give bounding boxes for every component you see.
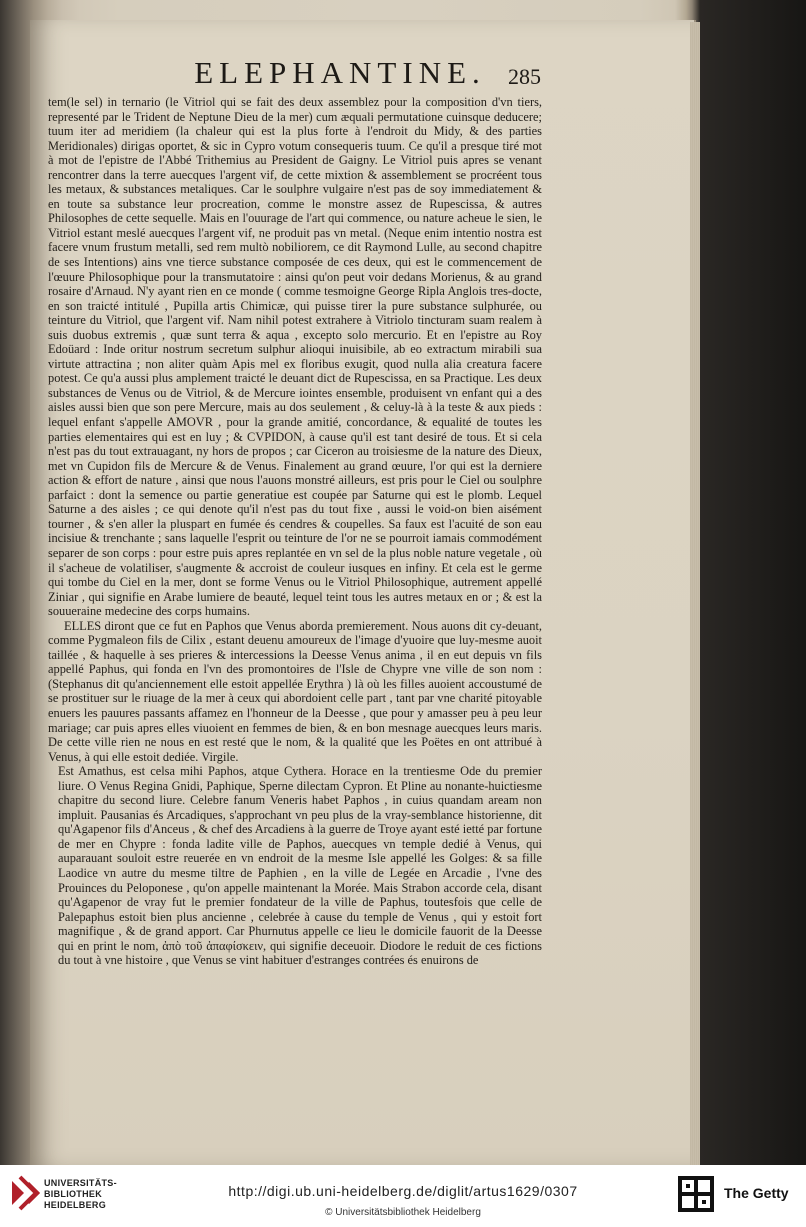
permalink-url[interactable]: http://digi.ub.uni-heidelberg.de/diglit/artus1629/0307 <box>228 1183 578 1199</box>
copyright-notice: © Universitätsbibliothek Heidelberg <box>325 1207 481 1218</box>
page-edge <box>690 22 700 1165</box>
institution-line: HEIDELBERG <box>44 1200 107 1210</box>
page-number: 285 <box>508 64 541 89</box>
paragraph: ELLES diront que ce fut en Paphos que Venus aborda premierement. Nous auons dit cy-deuant, comme Pygmaleon fils de Cilix , estant deuenu amoureux de l'image d'yuoire que luy-mesme auoit taillée , & haquelle à ses prieres & intercessions la Deesse Venus anima , il en eut depuis vn fils appellé Paphus, qui fonda en l'vn des promontoires de l'Isle de Chypre vne ville de son nom : (Stephanus dit qu'anciennement elle estoit appellée Erythra ) là où les filles auoient accoustumé de se prostituer sur le riuage de la mer à ceux qui abordoient celle part , tant par vne charité pitoyable enuers les pauures passants affamez en l'honneur de la Deesse , que pour y amasser peu à peu leur mariage; car puis apres elles viuoient en femmes de bien, & en bon mesnage auecques leurs maris. De cette ville rien ne nous en est resté que le nom, & la qualité que les Poëtes en ont attribué à Venus, à qui elle estoit dediée. Virgile. <box>48 618 542 764</box>
running-head: ELEPHANTINE. <box>194 55 486 90</box>
partner-name: The Getty <box>724 1185 789 1201</box>
getty-logo-icon <box>678 1176 714 1212</box>
institution-line: BIBLIOTHEK <box>44 1189 102 1199</box>
footer-bar <box>0 1165 806 1227</box>
paragraph: tem(le sel) in ternario (le Vitriol qui se fait des deux assemblez pour la composition d'vn tiers, representé par le Trident de Neptune Dieu de la mer) cum æquali permutatione cuinsque deducere; tuum iter ad meridiem (la chaleur qui est la plus forte à l'endroit du Midy, & des parties Meridionales) dirigas oportet, & sic in Cypro votum consequeris tuum. Ce qu'il a presque tiré mot à mot de l'epistre de l'Abbé Trithemius au President de Gaigny. Le Vitriol puis apres se venant rencontrer dans la terre auecques l'argent vif, de cette mixtion & assemblement se procréent tous les metaux, & substances metaliques. Car le soulphre vulgaire n'est pas de soy immediatement & en toute sa substance leur procreation, comme le monstre assez de Rupescissa, & autres Philosophes de cette sequelle. Mais en l'ouurage de l'art qui commence, ou nature acheue le sien, le Vitriol estant meslé auecques l'argent vif, ne produit pas vn metal. (Neque enim intentio nostra est facere vnum frustum metalli, sed rem multò nobiliorem, ce dit Raymond Lulle, au second chapitre de ses Intentions) ains vne tierce substance composée de ces deux, qui est le commencement de l'œuure Philosophique pour la transmutatoire : ainsi qu'on peut voir dedans Morienus, & au grand rosaire d'Arnaud. N'y ayant rien en ce monde ( comme tesmoigne George Ripla Anglois tres-docte, en son traicté intitulé , Pupilla artis Chimicæ, qui puisse tirer la pure substance sulphurée, ou teinture du Vitriol, que l'argent vif. Nam nihil potest extrahere à Vitriolo tincturam suam realem à suis duobus extremis , quæ sunt terra & aqua , excepto solo mercurio. Et en l'epistre au Roy Edoüard : Inde oritur nostrum secretum sulphur alioqui inuisibile, ab eo extractum mirabili sua virtute attractina ; non aliter quàm Apis mel ex floribus exugit, quod nulla alia creatura facere potest. Ce qu'a aussi plus amplement traicté le deuant dict de Rupescissa, en sa Practique. Les deux substances de Venus ou de Vitriol, & de Mercure iointes ensemble, produisent vn enfant qui a des aisles aussi bien que son pere Mercure, mais au dos seulement , & celuy-là à la teste & aux pieds : lequel enfant s'appelle AMOVR , pour la grande amitié, concordance, & equalité de toutes les parties elementaires qui est en luy ; & CVPIDON, à cause qu'il est tant desiré de tous. Et si cela n'est pas du tout extrauagant, ny hors de propos ; car Ciceron au troisiesme de la nature des Dieux, met vn Cupidon fils de Mercure & de Venus. Finalement au grand œuure, l'or qui est la derniere action & effort de nature , ainsi que nous l'auons monstré ailleurs, est pris pour le Ciel ou soulphre parfaict : dont la semence ou partie generatiue est coupée par Saturne qui est le plomb. Lequel Saturne a des aisles ; ce qui denote qu'il n'est pas du tout fixe , aussi le void-on bien aisément tourner , & s'en aller la pluspart en fumée és cendres & coupelles. Sa faux est l'acuité de son eau incisiue & trenchante ; sans laquelle l'esprit ou teinture de l'or ne se pourroit iamais commodément separer de son corps : pour estre puis apres replantée en vn sel de la plus noble nature vegetale , où il s'acheue de volatiliser, s'augmente & accroist de couleur iusques en infiny. Et cela est le germe qui tombe du Ciel en la mer, dont se forme Venus ou le Vitriol Philosophique, autrement appellé Ziniar , qui signifie en Arabe lumiere de beauté, lequel teint tous les autres metaux en or ; & est la souueraine medecine des corps humains. <box>48 95 542 619</box>
paragraph: Est Amathus, est celsa mihi Paphos, atque Cythera. Horace en la trentiesme Ode du premier liure. O Venus Regina Gnidi, Paphique, Sperne dilectam Cypron. Et Pline au nonante-huictiesme chapitre du second liure. Celebre fanum Veneris habet Paphos , in cuius quandam aream non impluit. Pausanias és Arcadiques, s'approchant vn peu plus de la vray-semblance historienne, dit qu'Agapenor fils d'Anceus , & chef des Arcadiens à la guerre de Troye ayant esté ietté par fortune de mer en Chypre : fonda ladite ville de Paphos, auecques vn temple dedié à Venus, qui auparauant souloit estre reuerée en vn endroit de la mesme Isle appellé les Golges: & sa fille Laodice vn autre du mesme tiltre de Paphien , en la ville de Legée en Arcadie , l'vne des Prouinces du Peloponese , qu'on appelle maintenant la Morée. Mais Strabon accorde cela, disant qu'Agapenor de vray fut le premier fondateur de la ville de Paphus, toutesfois que celle de Palepaphus estoit bien plus ancienne , celebrée à cause du temple de Venus , qui y estoit fort magnifique , & de grand apport. Car Phurnutus appelle ce lieu le domicile fauorit de la Deesse qui en print le nom, ἀπὸ τοῦ ἀπαφίσκειν, qui signifie deceuoir. Diodore le reduit de ces fictions du tout à vne histoire , que Venus se vint habituer d'estranges contrées és enuirons de <box>58 764 542 968</box>
institution-line: UNIVERSITÄTS- <box>44 1178 117 1188</box>
text-block <box>48 95 542 968</box>
